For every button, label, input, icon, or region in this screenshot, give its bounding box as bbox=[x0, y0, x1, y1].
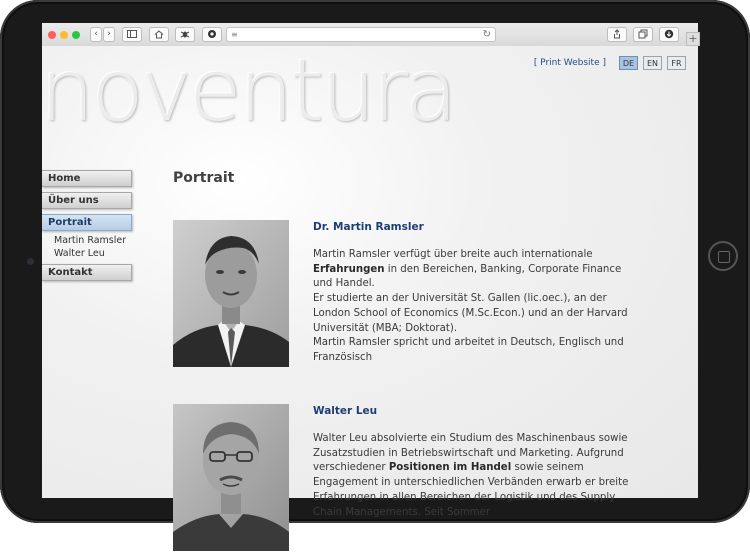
bio-text: sowie seinem Engagement in unterschiedlichen Verbänden erwarb er breite Erfahrungen in allen Bereichen der Logistik und des Supply Chain Managements. Seit Sommer bbox=[313, 462, 629, 518]
home-page-button[interactable] bbox=[149, 27, 169, 42]
bio-paragraph: Martin Ramsler spricht und arbeitet in Deutsch, Englisch und Französisch bbox=[313, 337, 624, 363]
bio-text: Walter Leu absolvierte ein Studium des Maschinenbaus sowie Zusatzstudien in Betriebswirtschaft und Marketing. Aufgrund verschiedener bbox=[313, 433, 628, 474]
extension-button[interactable] bbox=[175, 27, 195, 42]
reader-icon[interactable]: ≡ bbox=[231, 30, 238, 39]
bio-paragraph bbox=[313, 248, 633, 292]
address-bar[interactable] bbox=[226, 27, 496, 42]
person-name: Dr. Martin Ramsler bbox=[313, 221, 424, 233]
tabs-button[interactable] bbox=[633, 27, 653, 42]
zoom-window-icon[interactable] bbox=[72, 31, 80, 39]
share-icon bbox=[612, 29, 622, 39]
camera-icon bbox=[27, 258, 34, 265]
person-text bbox=[313, 404, 633, 520]
house-icon bbox=[154, 30, 164, 39]
close-window-icon[interactable] bbox=[48, 31, 56, 39]
shield-icon bbox=[207, 29, 217, 39]
download-icon bbox=[664, 29, 674, 39]
subnav-item-walter-leu[interactable]: Walter Leu bbox=[54, 247, 105, 259]
browser-screen bbox=[40, 23, 698, 518]
minimize-window-icon[interactable] bbox=[60, 31, 68, 39]
nav-item-ueber-uns[interactable]: Über uns bbox=[42, 192, 132, 209]
person-text bbox=[313, 220, 633, 366]
bug-icon bbox=[180, 29, 190, 39]
print-website-link[interactable]: [ Print Website ] bbox=[533, 58, 606, 68]
tabs-icon bbox=[638, 29, 648, 39]
bio-emphasis: Erfahrungen bbox=[313, 263, 385, 275]
share-button[interactable] bbox=[607, 27, 627, 42]
website bbox=[40, 41, 698, 518]
main-content bbox=[173, 170, 633, 518]
person-name: Walter Leu bbox=[313, 405, 378, 417]
home-square-icon bbox=[718, 251, 730, 263]
portrait-photo bbox=[173, 220, 289, 367]
portrait-subnav bbox=[42, 235, 132, 260]
new-tab-button[interactable]: + bbox=[686, 32, 700, 46]
site-logo[interactable]: noventura bbox=[40, 41, 455, 141]
sidebar-button[interactable] bbox=[122, 27, 142, 42]
home-button[interactable] bbox=[708, 241, 738, 271]
subnav-item-martin-ramsler[interactable]: Martin Ramsler bbox=[54, 235, 127, 246]
nav-item-portrait[interactable]: Portrait bbox=[42, 214, 132, 231]
sidebar-icon bbox=[127, 30, 137, 38]
forward-button[interactable] bbox=[103, 27, 115, 42]
chevron-left-icon: ‹ bbox=[94, 29, 98, 39]
chevron-right-icon: › bbox=[107, 29, 111, 39]
header-links bbox=[534, 56, 686, 70]
lang-fr-button[interactable]: FR bbox=[667, 56, 686, 70]
bio-paragraph: Er studierte an der Universität St. Gallen (lic.oec.), an der London School of Economics (M.Sc.Econ.) und an der Harvard Universität (MBA; Doktorat). bbox=[313, 293, 628, 334]
main-nav bbox=[42, 170, 132, 286]
downloads-button[interactable] bbox=[659, 27, 679, 42]
lang-en-button[interactable]: EN bbox=[643, 56, 662, 70]
person-bio bbox=[313, 432, 633, 520]
bio-emphasis: Positionen im Handel bbox=[388, 462, 512, 474]
bio-text: in den Bereichen, Banking, Corporate Finance und Handel. bbox=[313, 263, 622, 290]
back-button[interactable] bbox=[90, 27, 102, 42]
person-bio bbox=[313, 248, 633, 366]
portrait-photo bbox=[173, 404, 289, 551]
reload-icon[interactable]: ↻ bbox=[482, 29, 491, 40]
lang-de-button[interactable]: DE bbox=[619, 56, 638, 70]
bio-text: Martin Ramsler verfügt über breite auch internationale bbox=[313, 249, 593, 260]
nav-item-kontakt[interactable]: Kontakt bbox=[42, 264, 132, 281]
page-title: Portrait bbox=[173, 170, 235, 186]
nav-item-home[interactable]: Home bbox=[42, 170, 132, 187]
bio-paragraph bbox=[313, 432, 633, 520]
privacy-button[interactable] bbox=[202, 27, 222, 42]
